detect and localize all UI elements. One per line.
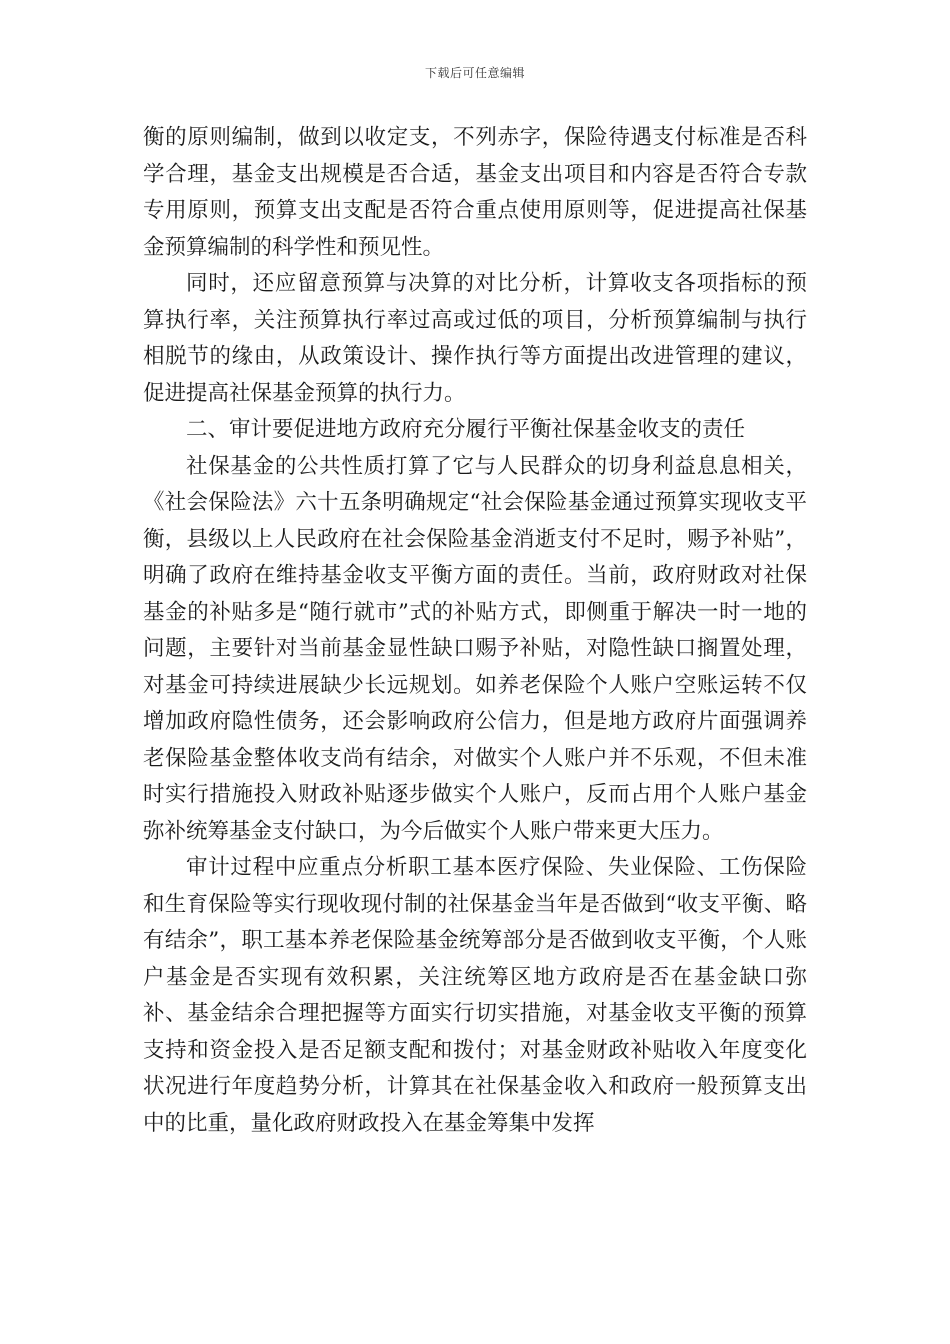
document-body bbox=[143, 120, 807, 1142]
paragraph-3: 社保基金的公共性质打算了它与人民群众的切身利益息息相关，《社会保险法》六十五条明确规定“社会保险基金通过预算实现收支平衡，县级以上人民政府在社会保险基金消逝支付不足时，赐予补贴”，明确了政府在维持基金收支平衡方面的责任。当前，政府财政对社保基金的补贴多是“随行就市”式的补贴方式，即侧重于解决一时一地的问题，主要针对当前基金显性缺口赐予补贴，对隐性缺口搁置处理，对基金可持续进展缺少长远规划。如养老保险个人账户空账运转不仅增加政府隐性债务，还会影响政府公信力，但是地方政府片面强调养老保险基金整体收支尚有结余，对做实个人账户并不乐观，不但未准时实行措施投入财政补贴逐步做实个人账户，反而占用个人账户基金弥补统筹基金支付缺口，为今后做实个人账户带来更大压力。 bbox=[143, 453, 807, 844]
page-header: 下载后可任意编辑 bbox=[424, 66, 525, 80]
paragraph-2: 同时，还应留意预算与决算的对比分析，计算收支各项指标的预算执行率，关注预算执行率过高或过低的项目，分析预算编制与执行相脱节的缘由，从政策设计、操作执行等方面提出改进管理的建议，促进提高社保基金预算的执行力。 bbox=[143, 271, 807, 406]
paragraph-4: 审计过程中应重点分析职工基本医疗保险、失业保险、工伤保险和生育保险等实行现收现付制的社保基金当年是否做到“收支平衡、略有结余”，职工基本养老保险基金统筹部分是否做到收支平衡，个人账户基金是否实现有效积累，关注统筹区地方政府是否在基金缺口弥补、基金结余合理把握等方面实行切实措施，对基金收支平衡的预算支持和资金投入是否足额支配和拨付；对基金财政补贴收入年度变化状况进行年度趋势分析，计算其在社保基金收入和政府一般预算支出中的比重，量化政府财政投入在基金筹集中发挥 bbox=[143, 855, 807, 1136]
paragraph-1: 衡的原则编制，做到以收定支，不列赤字，保险待遇支付标准是否科学合理，基金支出规模是否合适，基金支出项目和内容是否符合专款专用原则，预算支出支配是否符合重点使用原则等，促进提高社保基金预算编制的科学性和预见性。 bbox=[143, 125, 807, 260]
section-heading: 二、审计要促进地方政府充分履行平衡社保基金收支的责任 bbox=[186, 417, 746, 442]
